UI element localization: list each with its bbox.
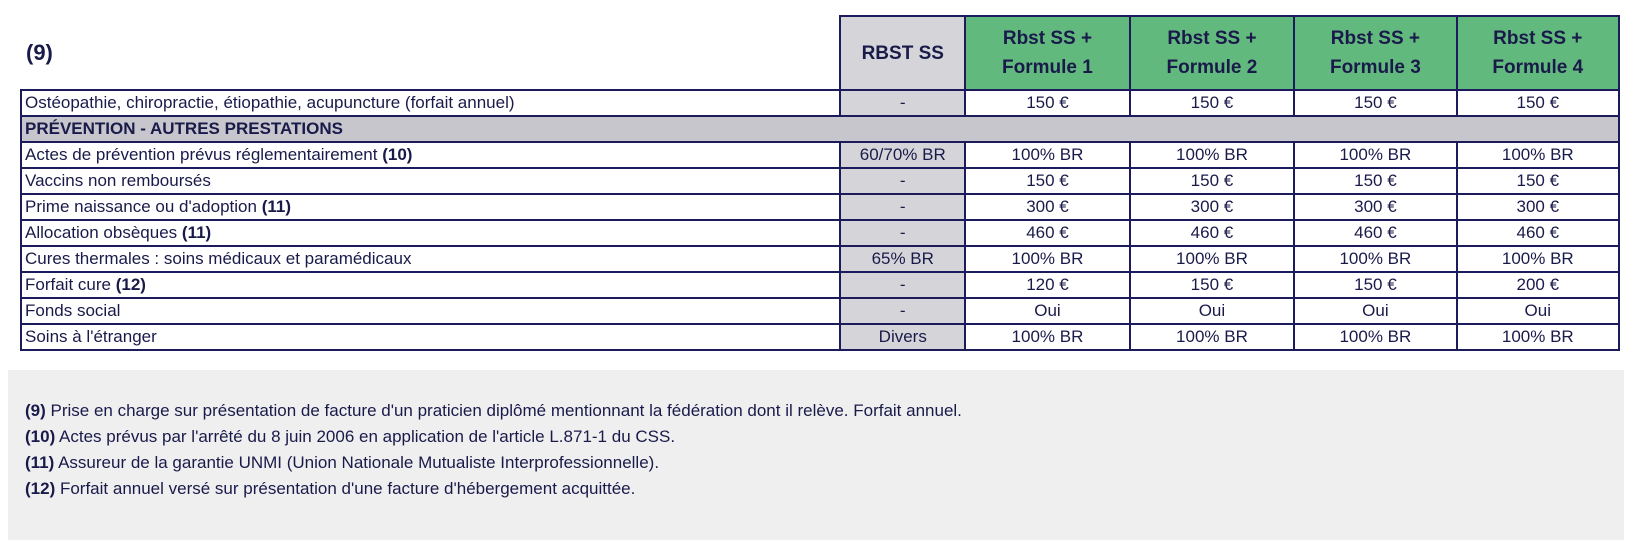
formule-1-cell: 150 € [965,168,1129,194]
footnote [25,450,962,476]
table-row [21,272,1619,298]
formule-1-cell: 150 € [965,90,1129,116]
footnotes-list [25,398,962,502]
table-row [21,142,1619,168]
formule-2-cell: 150 € [1130,272,1294,298]
rbst-cell: 60/70% BR [840,142,965,168]
formule-2-cell: 100% BR [1130,142,1294,168]
footnote-text: Prise en charge sur présentation de facture d'un praticien diplômé mentionnant la fédération dont il relève. Forfait annuel. [45,401,962,420]
row-label [21,220,840,246]
table-row [21,298,1619,324]
formule-4-cell: 100% BR [1457,246,1619,272]
footnote-number: (11) [25,453,55,472]
row-label-text: Actes de prévention prévus réglementairement [25,145,378,164]
footnote-ref: (12) [115,275,146,294]
footnote-ref: (11) [261,197,291,216]
rbst-cell: - [840,168,965,194]
formule-3-cell: Oui [1294,298,1456,324]
footnote-number: (12) [25,479,56,498]
formule-3-cell: 150 € [1294,90,1456,116]
rbst-cell: - [840,194,965,220]
formule-1-cell: 100% BR [965,246,1129,272]
footnote-number: (10) [25,427,56,446]
formule-1-cell: 120 € [965,272,1129,298]
header-line: Formule 2 [1166,57,1258,78]
table-row [21,324,1619,350]
footnote [25,476,962,502]
header-line: Rbst SS + [1002,28,1093,49]
rbst-cell: - [840,220,965,246]
row-label-text: Allocation obsèques [25,223,178,242]
row-label-text: Vaccins non remboursés [25,171,211,190]
formule-3-cell: 100% BR [1294,142,1456,168]
row-label-text: Ostéopathie, chiropractie, étiopathie, acupuncture (forfait annuel) [25,93,515,112]
footnote-number: (9) [25,401,46,420]
table-row [21,168,1619,194]
formule-3-cell: 100% BR [1294,324,1456,350]
formule-1-cell: 100% BR [965,142,1129,168]
formule-4-cell: 100% BR [1457,142,1619,168]
row-label-text: Prime naissance ou d'adoption [25,197,257,216]
header-rbst-ss: RBST SS [840,16,965,90]
header-blank [21,16,840,90]
formule-2-cell: 150 € [1130,90,1294,116]
rbst-cell: 65% BR [840,246,965,272]
row-label-text: Forfait cure [25,275,111,294]
header-line: Formule 1 [1002,57,1093,78]
formule-1-cell: 100% BR [965,324,1129,350]
footnote-text: Forfait annuel versé sur présentation d'une facture d'hébergement acquittée. [55,479,636,498]
header-formule-2 [1130,16,1294,90]
formule-4-cell: 200 € [1457,272,1619,298]
row-label [21,90,840,116]
formule-3-cell: 300 € [1294,194,1456,220]
formule-2-cell: 100% BR [1130,324,1294,350]
header-formule-3 [1294,16,1456,90]
formule-4-cell: 460 € [1457,220,1619,246]
formule-3-cell: 460 € [1294,220,1456,246]
formule-2-cell: 460 € [1130,220,1294,246]
rbst-cell: - [840,298,965,324]
formule-3-cell: 150 € [1294,272,1456,298]
header-line: Formule 4 [1492,57,1584,78]
header-row [21,16,1619,90]
footnote [25,424,962,450]
row-label [21,324,840,350]
table-row [21,194,1619,220]
footnote [25,398,962,424]
header-formule-4 [1457,16,1619,90]
coverage-table [20,15,1620,351]
formule-2-cell: 100% BR [1130,246,1294,272]
formule-3-cell: 100% BR [1294,246,1456,272]
section-header-row [21,116,1619,142]
rbst-cell: - [840,272,965,298]
row-label [21,142,840,168]
row-label [21,246,840,272]
header-line: Formule 3 [1329,57,1421,78]
formule-4-cell: Oui [1457,298,1619,324]
formule-3-cell: 150 € [1294,168,1456,194]
footnote-text: Actes prévus par l'arrêté du 8 juin 2006 en application de l'article L.871-1 du CSS. [55,427,676,446]
footnote-text: Assureur de la garantie UNMI (Union Nationale Mutualiste Interprofessionnelle). [54,453,660,472]
row-label [21,272,840,298]
formule-1-cell: 460 € [965,220,1129,246]
footnote-ref: (11) [181,223,212,242]
section-title: PRÉVENTION - AUTRES PRESTATIONS [21,116,1619,142]
row-label [21,298,840,324]
rbst-cell: - [840,90,965,116]
header-line: Rbst SS + [1493,28,1583,49]
header-line: Rbst SS + [1167,28,1257,49]
table-row [21,90,1619,116]
formule-2-cell: 150 € [1130,168,1294,194]
row-label-text: Fonds social [25,301,121,320]
table-reference-mark: (9) [26,40,53,65]
footnote-ref: (10) [382,145,413,164]
table-row [21,220,1619,246]
formule-4-cell: 150 € [1457,168,1619,194]
formule-1-cell: Oui [965,298,1129,324]
header-formule-1 [965,16,1129,90]
formule-2-cell: Oui [1130,298,1294,324]
formule-4-cell: 100% BR [1457,324,1619,350]
table-row [21,246,1619,272]
formule-1-cell: 300 € [965,194,1129,220]
rbst-cell: Divers [840,324,965,350]
row-label-text: Soins à l'étranger [25,327,157,346]
formule-2-cell: 300 € [1130,194,1294,220]
formule-4-cell: 150 € [1457,90,1619,116]
footnotes-panel [8,370,1624,540]
row-label [21,168,840,194]
row-label [21,194,840,220]
header-line: Rbst SS + [1330,28,1420,49]
formule-4-cell: 300 € [1457,194,1619,220]
row-label-text: Cures thermales : soins médicaux et paramédicaux [25,249,412,268]
